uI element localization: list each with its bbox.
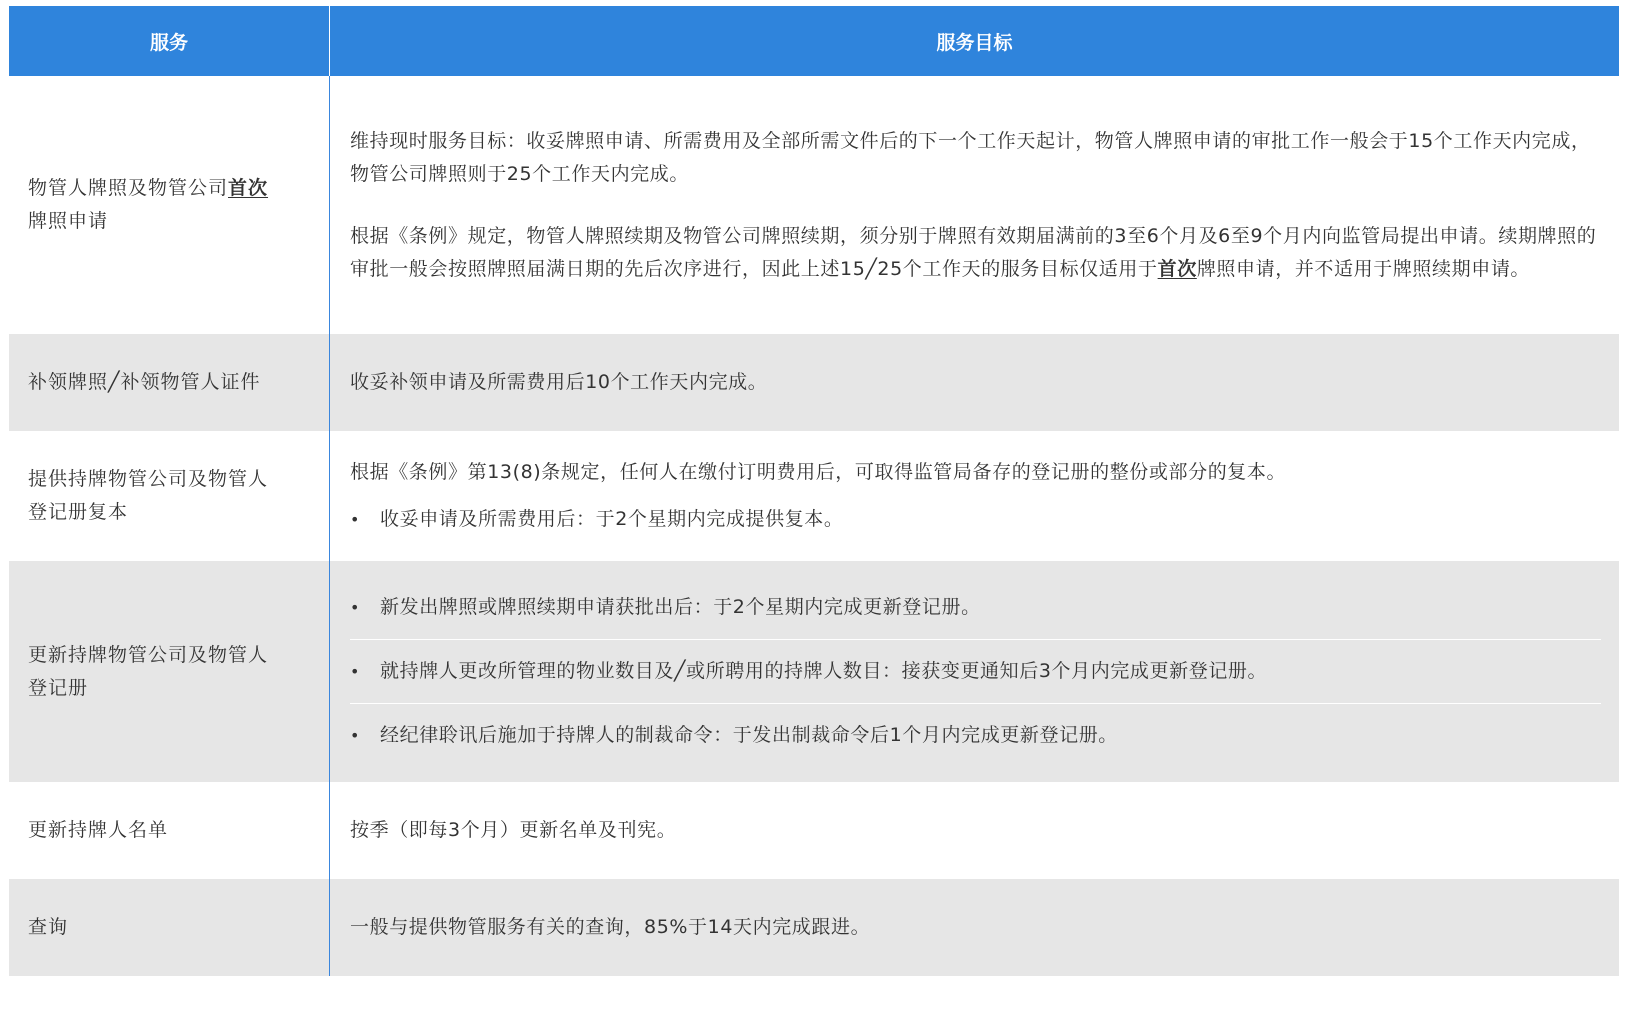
bullet-icon: • [350,662,361,681]
list-item [350,640,1601,704]
service-cell [9,76,330,334]
list-item [350,704,1601,767]
target-paragraph: 按季（即每3个月）更新名单及刊宪。 [350,819,677,841]
list-item-text: 收妥申请及所需费用后：于2个星期内完成提供复本。 [380,508,844,530]
list-item-text: 经纪律聆讯后施加于持牌人的制裁命令：于发出制裁命令后1个月内完成更新登记册。 [380,724,1118,746]
service-cell [9,782,330,879]
bullet-icon: • [350,598,361,617]
header-service-label: 服务 [149,31,188,54]
service-label: 物管人牌照及物管公司首次 牌照申请 [28,177,269,232]
target-paragraph: 一般与提供物管服务有关的查询，85%于14天内完成跟进。 [350,916,871,938]
table-row [9,879,1619,976]
list-item [350,576,1601,640]
table-row [9,431,1619,561]
service-cell [9,561,330,782]
list-item-text: 新发出牌照或牌照续期申请获批出后：于2个星期内完成更新登记册。 [380,596,981,618]
table-header [9,6,1619,76]
table-row [9,76,1619,334]
target-paragraph: 维持现时服务目标：收妥牌照申请、所需费用及全部所需文件后的下一个工作天起计，物管人牌照申请的审批工作一般会于15个工作天内完成，物管公司牌照则于25个工作天内完成。 [350,129,1591,185]
table-row [9,334,1619,431]
target-cell [330,879,1619,976]
header-target-label: 服务目标 [936,31,1013,54]
list-item-text: 就持牌人更改所管理的物业数目及╱或所聘用的持牌人数目：接获变更通知后3个月内完成更新登记册。 [380,660,1268,682]
header-service [9,6,330,76]
target-paragraph: 根据《条例》第13(8)条规定，任何人在缴付订明费用后，可取得监管局备存的登记册的整份或部分的复本。 [350,461,1287,483]
service-label: 更新持牌物管公司及物管人 登记册 [28,643,269,699]
service-label: 查询 [28,916,69,938]
service-label: 更新持牌人名单 [28,819,169,841]
service-cell [9,879,330,976]
target-cell [330,782,1619,879]
target-cell [330,334,1619,431]
target-cell [330,431,1619,561]
emphasis-text: 首次 [228,177,269,199]
header-target [330,6,1619,76]
target-cell [330,561,1619,782]
table-row [9,561,1619,782]
bullet-icon: • [350,726,361,745]
bullet-icon: • [350,510,361,529]
emphasis-text: 首次 [1157,257,1197,280]
service-label: 提供持牌物管公司及物管人 登记册复本 [28,468,269,523]
service-cell [9,334,330,431]
target-cell [330,76,1619,334]
target-paragraph: 收妥补领申请及所需费用后10个工作天内完成。 [350,371,768,393]
service-label: 补领牌照╱补领物管人证件 [28,371,261,393]
service-target-table [9,6,1619,976]
list-item [350,503,1601,536]
target-paragraph: 根据《条例》规定，物管人牌照续期及物管公司牌照续期，须分别于牌照有效期届满前的3至6个月及6至9个月内向监管局提出申请。续期牌照的审批一般会按照牌照届满日期的先后次序进行，因此上述15╱25个工作天的服务目标仅适用于首次牌照申请，并不适用于牌照续期申请。 [350,224,1597,280]
service-cell [9,431,330,561]
table-row [9,782,1619,879]
